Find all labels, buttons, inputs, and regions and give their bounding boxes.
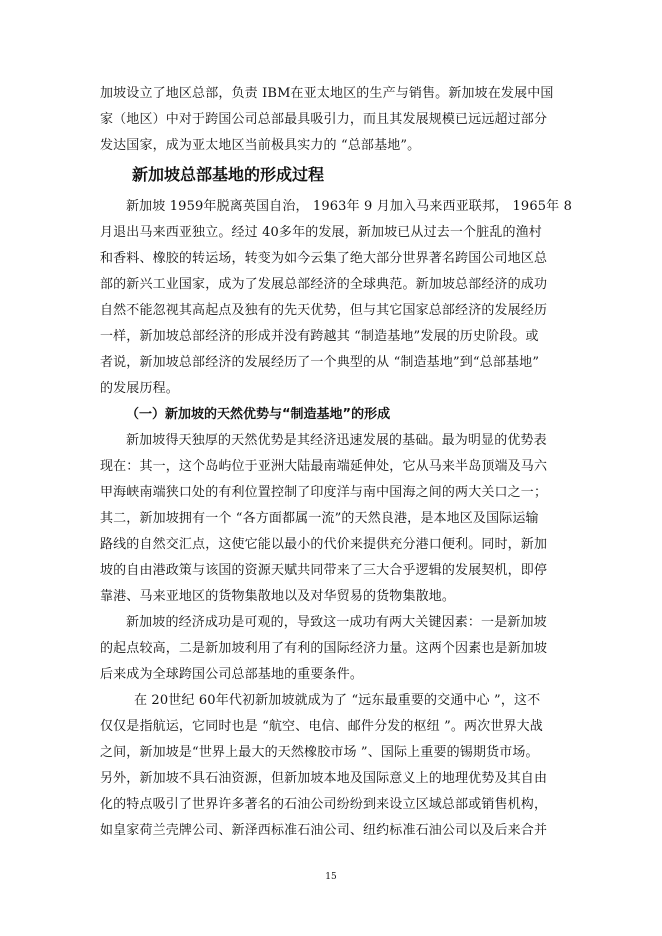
text-line: 坡的自由港政策与该国的资源天赋共同带来了三大合乎逻辑的发展契机，即停 [100, 563, 548, 578]
text-line: 之间，新加坡是“世界上最大的天然橡胶市场 ”、国际上重要的锡期货市场。 [100, 745, 539, 760]
text-line: 仅仅是指航运，它同时也是 “航空、电信、邮件分发的枢纽 ”。两次世界大战 [100, 719, 543, 734]
text-line: 化的特点吸引了世界许多著名的石油公司纷纷到来设立区域总部或销售机构， [100, 797, 548, 812]
text-line: 加坡设立了地区总部，负责 IBM在亚太地区的生产与销售。新加坡在发展中国 [100, 86, 554, 101]
page-number: 15 [325, 872, 337, 882]
text-line: 如皇家荷兰壳牌公司、新泽西标准石油公司、纽约标准石油公司以及后来合并 [100, 823, 548, 838]
text-line: 后来成为全球跨国公司总部基地的重要条件。 [100, 667, 364, 682]
text-line: 其二，新加坡拥有一个 “各方面都属一流”的天然良港，是本地区及国际运输 [100, 511, 539, 526]
text-line: 现在：其一，这个岛屿位于亚洲大陆最南端延伸处，它从马来半岛顶端及马六 [100, 459, 548, 474]
text-line: 者说，新加坡总部经济的发展经历了一个典型的从 “制造基地”到“总部基地” [100, 355, 540, 370]
text-line: 发达国家，成为亚太地区当前极具实力的 “总部基地”。 [100, 138, 421, 153]
text-line: 自然不能忽视其高起点及独有的先天优势，但与其它国家总部经济的发展经历 [100, 303, 548, 318]
text-line: 月退出马来西亚独立。经过 40多年的发展，新加坡已从过去一个脏乱的渔村 [100, 225, 542, 240]
text-line: 新加坡的经济成功是可观的，导致这一成功有两大关键因素：一是新加坡 [126, 615, 547, 630]
section-heading: 新加坡总部基地的形成过程 [132, 165, 325, 184]
text-line: 家（地区）中对于跨国公司总部最具吸引力，而且其发展规模已远远超过部分 [100, 112, 548, 127]
text-line: 部的新兴工业国家，成为了发展总部经济的全球典范。新加坡总部经济的成功 [100, 277, 548, 292]
text-line: 在 20世纪 60年代初新加坡就成为了 “远东最重要的交通中心 ”，这不 [134, 693, 541, 708]
subsection-heading: （一）新加坡的天然优势与“制造基地”的形成 [126, 407, 391, 422]
text-line: 路线的自然交汇点，这使它能以最小的代价来提供充分港口便利。同时，新加 [100, 537, 548, 552]
text-line: 的起点较高，二是新加坡利用了有利的国际经济力量。这两个因素也是新加坡 [100, 641, 548, 656]
text-line: 和香料、橡胶的转运场，转变为如今云集了绝大部分世界著名跨国公司地区总 [100, 251, 548, 266]
text-line: 一样，新加坡总部经济的形成并没有跨越其 “制造基地”发展的历史阶段。或 [100, 329, 539, 344]
text-line: 甲海峡南端狭口处的有利位置控制了印度洋与南中国海之间的两大关口之一； [100, 485, 548, 500]
text-line: 新加坡得天独厚的天然优势是其经济迅速发展的基础。最为明显的优势表 [126, 433, 547, 448]
text-line: 靠港、马来亚地区的货物集散地以及对华贸易的货物集散地。 [100, 589, 456, 604]
text-line: 另外，新加坡不具石油资源，但新加坡本地及国际意义上的地理优势及其自由 [100, 771, 548, 786]
text-line: 的发展历程。 [100, 381, 179, 396]
text-line: 新加坡 1959年脱离英国自治， 1963年 9 月加入马来西亚联邦， 1965年 8 [126, 199, 573, 214]
